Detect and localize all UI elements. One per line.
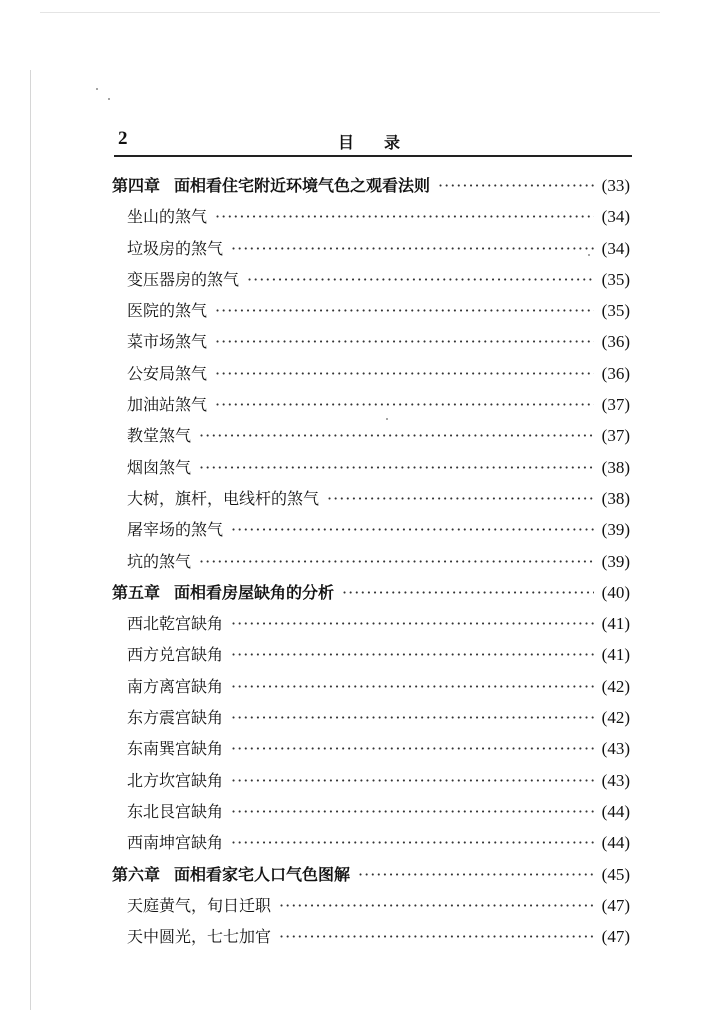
dot-leader [279,927,594,946]
entry-page-number: (44) [601,833,630,853]
dot-leader [231,239,594,258]
entry-title: 面相看房屋缺角的分析 [174,582,335,602]
entry-page-number: (37) [601,395,630,415]
toc-section-entry [112,423,630,454]
chapter-number: 第五章 [112,582,161,602]
scan-speck [96,88,98,90]
toc-section-entry [112,830,630,861]
dot-leader [247,270,594,289]
page-edge-left [30,70,31,1010]
dot-leader [215,364,594,383]
page-edge-top [40,12,660,13]
entry-page-number: (42) [601,676,630,696]
toc-section-entry [112,455,630,486]
entry-title: 坐山的煞气 [127,207,208,227]
toc-section-entry [112,361,630,392]
toc-section-entry [112,267,630,298]
dot-leader [231,708,594,727]
dot-leader [231,739,594,758]
toc-section-entry [112,549,630,580]
dot-leader [199,552,594,571]
table-of-contents [112,173,630,955]
dot-leader [231,645,594,664]
entry-page-number: (35) [601,269,630,289]
entry-title: 西北乾宫缺角 [127,614,224,634]
entry-title: 东北艮宫缺角 [127,801,224,821]
scan-speck [386,418,388,420]
entry-title: 坑的煞气 [127,551,192,571]
toc-section-entry [112,642,630,673]
page-number: 2 [118,128,128,149]
entry-title: 南方离宫缺角 [127,676,224,696]
chapter-number: 第六章 [112,864,161,884]
entry-page-number: (37) [601,426,630,446]
entry-title: 变压器房的煞气 [127,269,240,289]
toc-chapter-entry [112,173,630,204]
entry-title: 菜市场煞气 [127,332,208,352]
entry-title: 加油站煞气 [127,395,208,415]
toc-section-entry [112,517,630,548]
dot-leader [279,896,594,915]
dot-leader [215,332,594,351]
dot-leader [215,207,594,226]
entry-page-number: (42) [601,708,630,728]
entry-page-number: (34) [601,238,630,258]
entry-title: 西南坤宫缺角 [127,833,224,853]
dot-leader [231,520,594,539]
entry-title: 屠宰场的煞气 [127,520,224,540]
entry-page-number: (41) [601,614,630,634]
dot-leader [231,771,594,790]
entry-title: 东方震宫缺角 [127,708,224,728]
dot-leader [231,833,594,852]
toc-section-entry [112,392,630,423]
entry-title: 面相看家宅人口气色图解 [174,864,351,884]
toc-section-entry [112,204,630,235]
entry-title: 天庭黄气，旬日迁职 [127,895,272,915]
toc-section-entry [112,674,630,705]
toc-section-entry [112,799,630,830]
entry-title: 垃圾房的煞气 [127,238,224,258]
entry-title: 东南巽宫缺角 [127,739,224,759]
toc-section-entry [112,236,630,267]
entry-page-number: (38) [601,457,630,477]
toc-section-entry [112,486,630,517]
dot-leader [231,614,594,633]
entry-page-number: (41) [601,645,630,665]
toc-section-entry [112,924,630,955]
entry-title: 医院的煞气 [127,301,208,321]
toc-section-entry [112,736,630,767]
scan-speck [108,98,110,100]
dot-leader [358,865,594,884]
page-header [118,128,632,156]
entry-page-number: (39) [601,551,630,571]
entry-page-number: (40) [601,582,630,602]
entry-title: 公安局煞气 [127,363,208,383]
dot-leader [215,395,594,414]
entry-title: 西方兑宫缺角 [127,645,224,665]
dot-leader [199,426,594,445]
entry-page-number: (38) [601,488,630,508]
scan-speck [588,254,590,256]
dot-leader [231,677,594,696]
entry-page-number: (36) [601,332,630,352]
entry-page-number: (47) [601,927,630,947]
header-rule [114,155,632,157]
entry-title: 教堂煞气 [127,426,192,446]
toc-section-entry [112,705,630,736]
entry-title: 北方坎宫缺角 [127,770,224,790]
running-title: 目录 [338,133,431,152]
entry-page-number: (39) [601,520,630,540]
toc-section-entry [112,768,630,799]
toc-section-entry [112,298,630,329]
dot-leader [199,458,594,477]
toc-chapter-entry [112,580,630,611]
toc-chapter-entry [112,862,630,893]
dot-leader [438,176,594,195]
dot-leader [215,301,594,320]
toc-section-entry [112,611,630,642]
entry-page-number: (36) [601,363,630,383]
toc-section-entry [112,329,630,360]
entry-page-number: (43) [601,770,630,790]
chapter-number: 第四章 [112,176,161,195]
entry-page-number: (33) [601,176,630,195]
dot-leader [231,802,594,821]
entry-page-number: (47) [601,895,630,915]
dot-leader [342,583,594,602]
dot-leader [327,489,594,508]
entry-title: 面相看住宅附近环境气色之观看法则 [174,176,431,195]
toc-section-entry [112,893,630,924]
entry-page-number: (35) [601,301,630,321]
entry-page-number: (44) [601,801,630,821]
entry-title: 天中圆光，七七加官 [127,927,272,947]
entry-title: 大树，旗杆，电线杆的煞气 [127,488,320,508]
entry-page-number: (34) [601,207,630,227]
entry-page-number: (45) [601,864,630,884]
entry-title: 烟囱煞气 [127,457,192,477]
entry-page-number: (43) [601,739,630,759]
